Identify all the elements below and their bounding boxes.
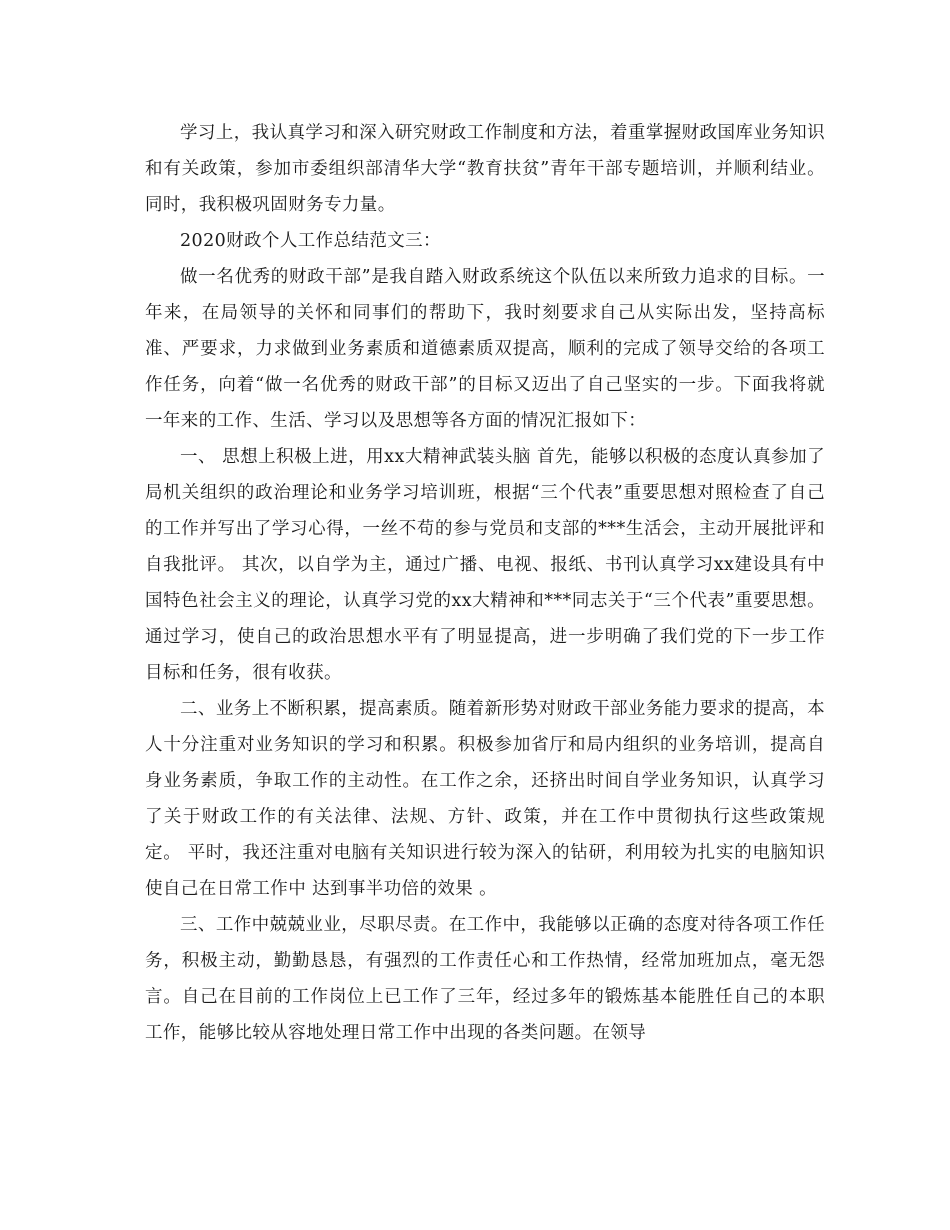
paragraph-study: 学习上，我认真学习和深入研究财政工作制度和方法，着重掌握财政国库业务知识和有关政策，参加市委组织部清华大学“教育扶贫”青年干部专题培训，并顺利结业。同时，我积极巩固财务专力量。 [145,123,825,215]
paragraph-intro: 做一名优秀的财政干部”是我自踏入财政系统这个队伍以来所致力追求的目标。一年来，在局领导的关怀和同事们的帮助下，我时刻要求自己从实际出发，坚持高标准、严要求，力求做到业务素质和道德素质双提高，顺利的完成了领导交给的各项工作任务，向着“做一名优秀的财政干部”的目标又迈出了自己坚实的一步。下面我将就一年来的工作、生活、学习以及思想等各方面的情况汇报如下： [145,267,825,431]
paragraph-point-two: 二、业务上不断积累，提高素质。随着新形势对财政干部业务能力要求的提高，本人十分注重对业务知识的学习和积累。积极参加省厅和局内组织的业务培训，提高自身业务素质，争取工作的主动性。在工作之余，还挤出时间自学业务知识，认真学习了关于财政工作的有关法律、法规、方针、政策，并在工作中贯彻执行这些政策规定。 平时，我还注重对电脑有关知识进行较为深入的钻研，利用较为扎实的电脑知识使自己在日常工作中 达到事半功倍的效果 。 [145,699,825,899]
section-heading: 2020财政个人工作总结范文三： [180,231,441,251]
document-body [145,115,825,1051]
paragraph-point-three: 三、工作中兢兢业业，尽职尽责。在工作中，我能够以正确的态度对待各项工作任务，积极主动，勤勤恳恳，有强烈的工作责任心和工作热情，经常加班加点，毫无怨言。自己在目前的工作岗位上已工作了三年，经过多年的锻炼基本能胜任自己的本职工作，能够比较从容地处理日常工作中出现的各类问题。在领导 [145,915,825,1043]
paragraph-point-one: 一、 思想上积极上进，用xx大精神武装头脑 首先，能够以积极的态度认真参加了局机关组织的政治理论和业务学习培训班，根据“三个代表”重要思想对照检查了自己的工作并写出了学习心得，一丝不苟的参与党员和支部的***生活会，主动开展批评和自我批评。 其次，以自学为主，通过广播、电视、报纸、书刊认真学习xx建设具有中国特色社会主义的理论，认真学习党的xx大精神和***同志关于“三个代表”重要思想。通过学习，使自己的政治思想水平有了明显提高，进一步明确了我们党的下一步工作目标和任务，很有收获。 [145,447,825,683]
